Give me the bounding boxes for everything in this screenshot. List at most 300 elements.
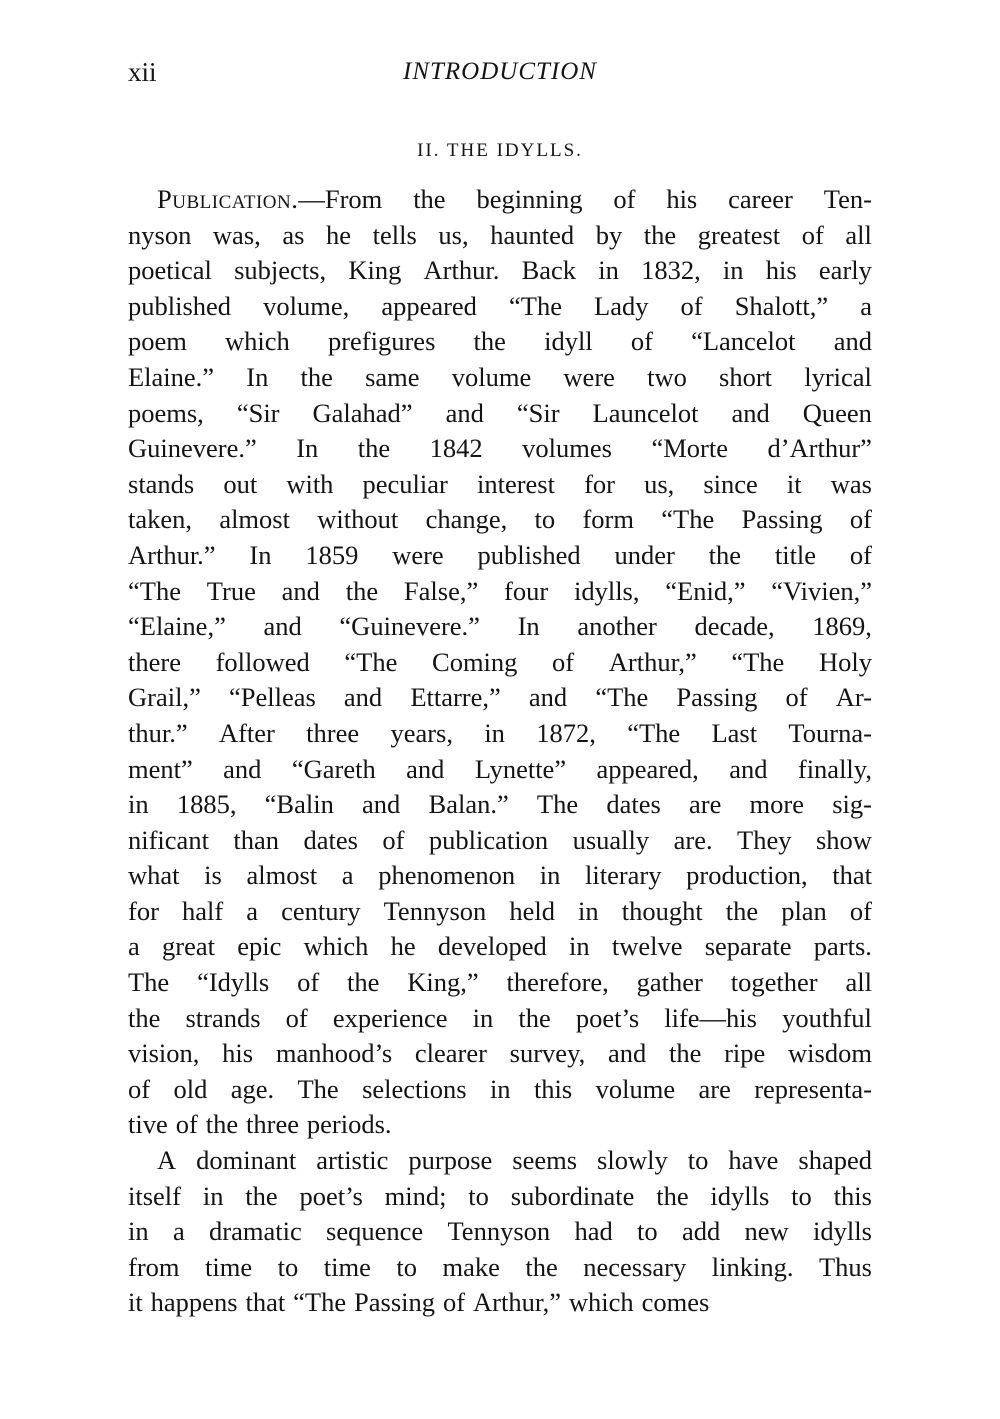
word: vision,: [128, 1038, 200, 1069]
word: idyll: [544, 326, 593, 357]
word: sig-: [832, 789, 872, 820]
word: to: [277, 1251, 299, 1282]
word: in: [539, 860, 561, 891]
word: slowly: [597, 1145, 668, 1176]
word: purpose: [408, 1145, 493, 1176]
word: “Lancelot: [691, 326, 796, 357]
paragraph: [128, 1143, 872, 1321]
word: “Vivien,”: [771, 575, 872, 606]
word: dates: [606, 789, 661, 820]
word: “Guinevere.”: [339, 611, 480, 642]
text-line: [128, 431, 872, 467]
word: interest: [476, 468, 555, 499]
word: Grail,”: [128, 682, 201, 713]
section-heading: II. THE IDYLLS.: [417, 140, 583, 161]
word: and: [281, 575, 320, 606]
text-line: [128, 609, 872, 645]
word: “Gareth: [291, 753, 376, 784]
word: the: [345, 575, 379, 606]
word: of: [613, 184, 636, 214]
word: Ettarre,”: [410, 682, 501, 713]
word: and: [263, 611, 302, 642]
word: youthful: [782, 1002, 872, 1033]
word: subordinate: [510, 1180, 635, 1211]
word: that: [245, 1287, 286, 1318]
word: was,: [212, 219, 261, 250]
word: his: [666, 184, 698, 214]
word: Launcelot: [592, 397, 699, 428]
text-line: [128, 823, 872, 859]
word: as: [282, 219, 305, 250]
text-line: [128, 396, 872, 432]
word: of: [849, 539, 872, 570]
word: comes: [641, 1287, 710, 1318]
word: are: [698, 1073, 731, 1104]
word: dramatic: [209, 1216, 302, 1247]
paragraph: [128, 182, 872, 1143]
word: was: [830, 468, 872, 499]
word: were: [392, 539, 444, 570]
word: in: [128, 1216, 149, 1247]
word: of: [285, 1002, 308, 1033]
word: idylls,: [573, 575, 640, 606]
word: happens: [150, 1287, 238, 1318]
word: sequence: [326, 1216, 424, 1247]
word: great: [162, 931, 215, 962]
word: King,”: [407, 967, 479, 998]
text-line: [128, 360, 872, 396]
word: “Balin: [264, 789, 334, 820]
word: parts.: [813, 931, 872, 962]
word: Guinevere.”: [128, 433, 257, 464]
word: “Sir: [236, 397, 280, 428]
word: it: [786, 468, 802, 499]
text-line: [128, 645, 872, 681]
word: show: [815, 824, 872, 855]
word: nyson: [128, 219, 192, 250]
word: idylls: [813, 1216, 872, 1247]
text-line: [128, 467, 872, 503]
word: twelve: [611, 931, 683, 962]
word: 1859: [305, 539, 359, 570]
word: there: [128, 646, 181, 677]
word: separate: [704, 931, 792, 962]
word: the: [205, 1109, 239, 1140]
word: the: [300, 361, 333, 392]
word: Holy: [818, 646, 872, 677]
word: in: [598, 255, 619, 286]
word: all: [845, 967, 872, 998]
text-line: [128, 1107, 872, 1143]
word: appeared: [381, 290, 477, 321]
word: and: [607, 1038, 647, 1069]
word: a: [246, 895, 258, 926]
word: “The: [731, 646, 785, 677]
word: from: [128, 1251, 180, 1282]
word: us,: [438, 219, 469, 250]
word: A: [157, 1145, 177, 1176]
word: early: [818, 255, 872, 286]
word: “Sir: [516, 397, 560, 428]
word: without: [317, 504, 399, 535]
word: and: [731, 397, 770, 428]
word: to: [637, 1216, 658, 1247]
word: were: [563, 361, 615, 392]
word: of: [630, 326, 653, 357]
word: in: [202, 1180, 224, 1211]
word: a: [172, 1216, 185, 1247]
word: taken,: [128, 504, 193, 535]
word: and: [343, 682, 383, 713]
word: of: [849, 504, 872, 535]
word: almost: [246, 860, 318, 891]
text-line: [128, 787, 872, 823]
word: three: [306, 717, 360, 748]
word: Arthur.”: [128, 539, 216, 570]
word: 1872,: [536, 717, 596, 748]
word: tive: [128, 1109, 168, 1140]
word: Galahad”: [312, 397, 413, 428]
word: to: [687, 1145, 709, 1176]
word: to: [468, 1180, 489, 1211]
word: tells: [372, 219, 417, 250]
word: beginning: [476, 184, 583, 214]
text-line: [128, 182, 872, 218]
word: since: [703, 468, 758, 499]
word: epic: [237, 931, 282, 962]
word: plan: [781, 895, 827, 926]
word: this: [833, 1180, 872, 1211]
word: In: [249, 539, 272, 570]
text-line: [128, 538, 872, 574]
word: out: [223, 468, 258, 499]
run-in-heading: Publication.: [157, 184, 299, 214]
word: idylls: [710, 1180, 770, 1211]
word: in: [484, 717, 505, 748]
word: poem: [128, 326, 187, 357]
text-line: [128, 1072, 872, 1108]
word: together: [730, 967, 818, 998]
word: clearer: [414, 1038, 487, 1069]
word: of: [680, 290, 703, 321]
word: ripe: [724, 1038, 766, 1069]
word: “Pelleas: [228, 682, 316, 713]
word: than: [233, 824, 280, 855]
word: strands: [185, 1002, 261, 1033]
text-line: [128, 289, 872, 325]
word: age.: [230, 1073, 275, 1104]
word: the: [347, 967, 380, 998]
word: developed: [437, 931, 547, 962]
word: form: [582, 504, 634, 535]
word: necessary: [583, 1251, 687, 1282]
word: and: [729, 753, 768, 784]
word: this: [533, 1073, 573, 1104]
word: thought: [621, 895, 703, 926]
word: and: [406, 753, 445, 784]
word: gather: [636, 967, 703, 998]
word: all: [845, 219, 872, 250]
text-line: [128, 894, 872, 930]
word: same: [365, 361, 420, 392]
word: appeared,: [596, 753, 699, 784]
word: stands: [128, 468, 195, 499]
word: 1869,: [812, 611, 872, 642]
word: in: [578, 895, 599, 926]
word: Arthur,”: [473, 1287, 561, 1318]
word: more: [749, 789, 804, 820]
word: Queen: [802, 397, 872, 428]
word: make: [442, 1251, 500, 1282]
word: Tennyson: [383, 895, 487, 926]
word: in: [128, 789, 149, 820]
word: Balan.”: [428, 789, 509, 820]
word: century: [281, 895, 361, 926]
word: that: [832, 860, 872, 891]
word: Ten-: [823, 184, 872, 214]
text-line: [128, 1143, 872, 1179]
word: under: [614, 539, 675, 570]
word: the: [473, 326, 506, 357]
word: with: [286, 468, 334, 499]
text-line: [128, 1285, 872, 1321]
word: a: [341, 860, 354, 891]
word: thur.”: [128, 717, 188, 748]
word: held: [509, 895, 555, 926]
word: of: [801, 219, 824, 250]
word: production,: [686, 860, 808, 891]
word: usually: [572, 824, 650, 855]
word: publication: [428, 824, 549, 855]
word: time: [205, 1251, 253, 1282]
word: and: [362, 789, 401, 820]
word: decade,: [694, 611, 775, 642]
word: therefore,: [506, 967, 609, 998]
word: Arthur.: [423, 255, 500, 286]
word: After: [218, 717, 275, 748]
text-line: [128, 574, 872, 610]
word: “Morte: [651, 433, 728, 464]
word: published: [128, 290, 232, 321]
text-line: [128, 1036, 872, 1072]
word: a: [128, 931, 140, 962]
word: dates: [303, 824, 358, 855]
word: of: [849, 895, 872, 926]
word: dominant: [196, 1145, 297, 1176]
text-line: [128, 752, 872, 788]
word: 1885,: [176, 789, 237, 820]
text-line: [128, 680, 872, 716]
word: to: [396, 1251, 417, 1282]
word: poet’s: [299, 1180, 363, 1211]
word: to: [791, 1180, 812, 1211]
word: manhood’s: [275, 1038, 393, 1069]
word: wisdom: [788, 1038, 872, 1069]
word: which: [225, 326, 290, 357]
word: almost: [219, 504, 290, 535]
word: In: [246, 361, 269, 392]
word: is: [204, 860, 222, 891]
word: half: [181, 895, 224, 926]
word: the: [708, 539, 741, 570]
word: the: [357, 433, 391, 464]
text-line: [128, 324, 872, 360]
word: seems: [512, 1145, 578, 1176]
word: “The: [661, 504, 715, 535]
word: the: [643, 219, 677, 250]
word: the: [725, 895, 759, 926]
word: of: [442, 1287, 466, 1318]
word: of: [382, 824, 405, 855]
word: had: [574, 1216, 613, 1247]
word: of: [785, 682, 808, 713]
word: subjects,: [234, 255, 327, 286]
word: Lady: [594, 290, 649, 321]
text-line: [128, 253, 872, 289]
word: periods.: [306, 1109, 392, 1140]
word: a: [860, 290, 872, 321]
text-line: [128, 218, 872, 254]
word: d’Arthur”: [767, 433, 872, 464]
word: the: [245, 1180, 278, 1211]
word: The: [128, 967, 170, 998]
word: in: [568, 931, 590, 962]
word: add: [681, 1216, 721, 1247]
word: survey,: [509, 1038, 586, 1069]
word: experience: [332, 1002, 448, 1033]
word: four: [504, 575, 549, 606]
word: poetical: [128, 255, 212, 286]
word: Shalott,”: [734, 290, 829, 321]
word: artistic: [316, 1145, 389, 1176]
word: old: [173, 1073, 208, 1104]
text-line: [128, 965, 872, 1001]
word: two: [647, 361, 687, 392]
word: which: [303, 931, 369, 962]
word: title: [774, 539, 817, 570]
word: selections: [362, 1073, 467, 1104]
text-line: [128, 858, 872, 894]
word: “The: [595, 682, 649, 713]
word: by: [595, 219, 623, 250]
word: he: [390, 931, 416, 962]
word: True: [206, 575, 256, 606]
word: for: [128, 895, 159, 926]
word: nificant: [128, 824, 209, 855]
word: Arthur,”: [608, 646, 697, 677]
word: followed: [215, 646, 310, 677]
word: False,”: [403, 575, 479, 606]
word: time: [323, 1251, 371, 1282]
word: Tourna-: [788, 717, 872, 748]
word: Ar-: [835, 682, 872, 713]
word: and: [528, 682, 568, 713]
word: in: [722, 255, 744, 286]
word: “The: [344, 646, 398, 677]
word: the: [525, 1251, 558, 1282]
word: which: [568, 1287, 634, 1318]
word: finally,: [797, 753, 872, 784]
word: life—his: [664, 1002, 757, 1033]
word: Coming: [432, 646, 518, 677]
body-text: [128, 182, 872, 1321]
word: the: [656, 1180, 689, 1211]
word: what: [128, 860, 180, 891]
word: King: [348, 255, 402, 286]
word: he: [326, 219, 352, 250]
word: “The: [293, 1287, 347, 1318]
word: the: [668, 1038, 702, 1069]
word: Passing: [676, 682, 758, 713]
word: of: [552, 646, 575, 677]
word: of: [297, 967, 320, 998]
word: “The: [627, 717, 681, 748]
word: to: [534, 504, 556, 535]
text-line: [128, 1214, 872, 1250]
running-head: [128, 52, 872, 92]
word: 1832,: [641, 255, 701, 286]
word: They: [737, 824, 792, 855]
word: short: [719, 361, 773, 392]
word: the: [128, 1002, 161, 1033]
word: poet’s: [575, 1002, 640, 1033]
word: In: [296, 433, 319, 464]
word: The: [536, 789, 579, 820]
paragraphs: [128, 182, 872, 1321]
word: In: [517, 611, 540, 642]
word: Last: [711, 717, 758, 748]
word: representa-: [754, 1073, 872, 1104]
word: three: [246, 1109, 299, 1140]
word: Passing: [354, 1287, 436, 1318]
word: prefigures: [327, 326, 436, 357]
word: Tennyson: [447, 1216, 551, 1247]
word: and: [833, 326, 872, 357]
word: us,: [644, 468, 675, 499]
word: poems,: [128, 397, 204, 428]
word: it: [128, 1287, 143, 1318]
word: haunted: [490, 219, 575, 250]
text-line: [128, 716, 872, 752]
word: literary: [585, 860, 662, 891]
word: are.: [673, 824, 713, 855]
word: published: [477, 539, 581, 570]
page-number: xii: [128, 57, 157, 87]
word: 1842: [429, 433, 483, 464]
word: “Elaine,”: [128, 611, 226, 642]
word: volume,: [263, 290, 350, 321]
word: change,: [425, 504, 508, 535]
word: Passing: [741, 504, 823, 535]
word: ment”: [128, 753, 193, 784]
word: “The: [509, 290, 562, 321]
word: Back: [521, 255, 577, 286]
word: phenomenon: [378, 860, 516, 891]
word: of: [128, 1073, 151, 1104]
text-line: [128, 929, 872, 965]
word: Elaine.”: [128, 361, 215, 392]
word: years,: [390, 717, 453, 748]
word: in: [489, 1073, 511, 1104]
word: “Enid,”: [665, 575, 746, 606]
word: for: [584, 468, 615, 499]
word: itself: [128, 1180, 181, 1211]
text-line: [128, 1250, 872, 1286]
word: “The: [128, 575, 181, 606]
word: Lynette”: [474, 753, 567, 784]
word: mind;: [384, 1180, 447, 1211]
word: greatest: [697, 219, 781, 250]
